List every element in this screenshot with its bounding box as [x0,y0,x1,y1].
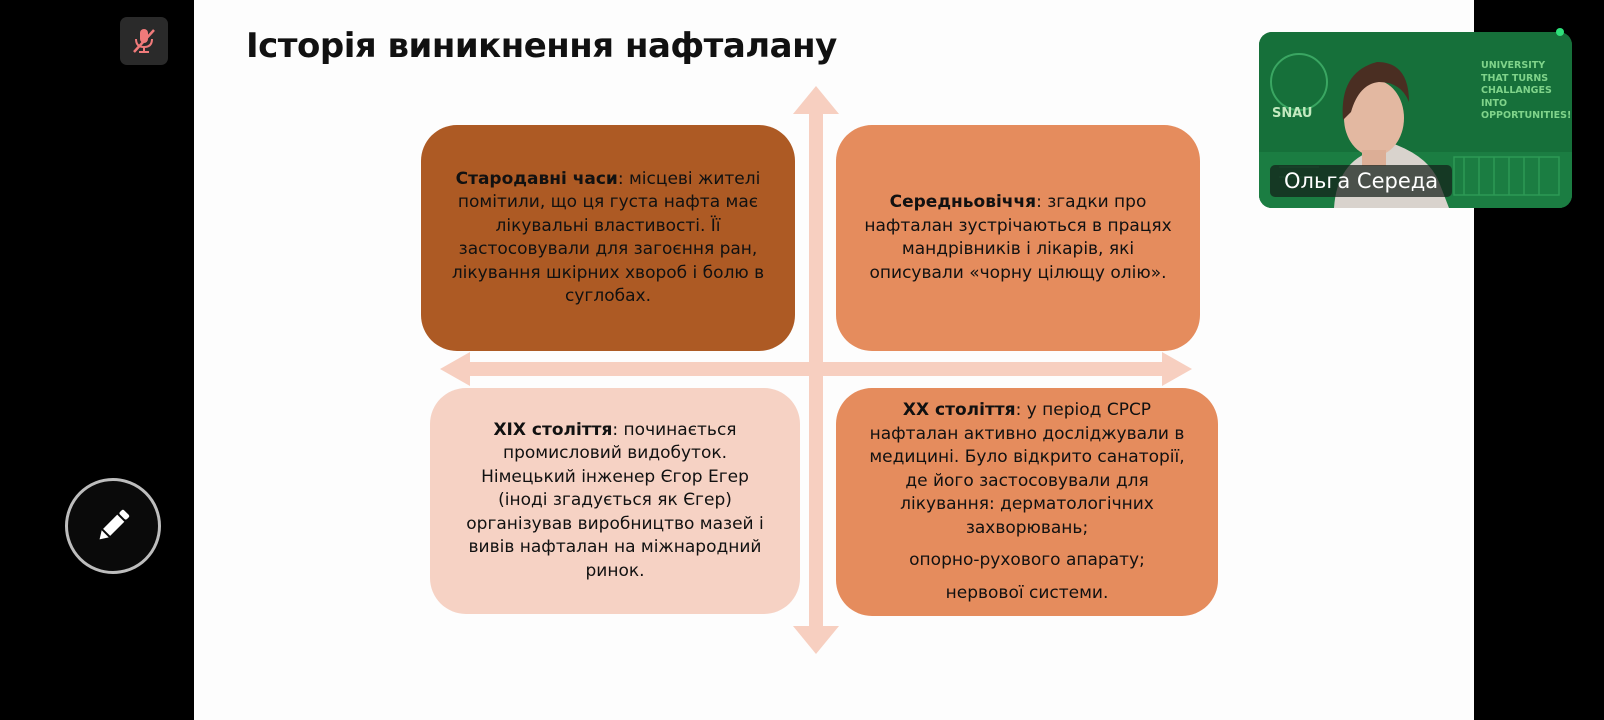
quadrant-middle-ages [836,125,1200,351]
quadrant-heading: Середньовіччя [889,192,1037,212]
quadrant-heading: XIX століття [493,419,613,440]
quadrant-heading: Стародавні часи [455,168,618,189]
quadrant-line-2: опорно-рухового апарату; [909,550,1145,570]
quadrant-line-3: нервової системи. [945,582,1109,603]
mute-microphone-button[interactable] [120,17,168,65]
participant-video-tile[interactable] [1259,32,1572,208]
quadrant-text [860,399,1194,540]
pencil-icon [92,505,134,547]
slogan-line: INTO [1481,97,1508,109]
slogan-line: CHALLANGES [1481,85,1552,96]
quadrant-text [445,168,771,309]
quadrant-20th-century [836,388,1218,616]
university-slogan [1481,60,1571,123]
quadrant-ancient-times [421,125,795,351]
quadrant-19th-century [430,388,800,614]
quadrant-heading: XX століття [902,400,1016,420]
slogan-line: OPPORTUNITIES! [1481,110,1572,121]
quadrant-body: : починається промисловий видобуток. Німецький інженер Єгор Егер (іноді згадується як Єгер) організував виробництво мазей і вивів нафталан на міжнародний ринок. [466,419,764,581]
quadrant-text [860,191,1176,285]
mic-muted-icon [129,26,159,56]
quadrant-body: : місцеві жителі помітили, що ця густа нафта має лікувальні властивості. Її застосовували для загоєння ран, лікування шкірних хвороб і болю в суглобах. [451,168,765,306]
active-speaker-indicator [1556,28,1564,36]
quadrant-body: : у період СРСР нафталан активно досліджували в медицині. Було відкрито санаторії, де його застосовували для лікування: дерматологічних захворювань; [869,400,1185,538]
slide-title: Історія виникнення нафталану [246,26,837,66]
quadrant-body: : згадки про нафталан зустрічаються в працях мандрівників і лікарів, які описували «чорну цілющу олію». [864,192,1172,283]
university-logo: SNAU [1272,106,1313,121]
slogan-line: UNIVERSITY [1481,60,1546,71]
annotate-button[interactable] [65,478,161,574]
participant-name-label: Ольга Середа [1270,165,1452,197]
quadrant-text [454,419,776,584]
slogan-line: THAT TURNS [1481,72,1549,84]
